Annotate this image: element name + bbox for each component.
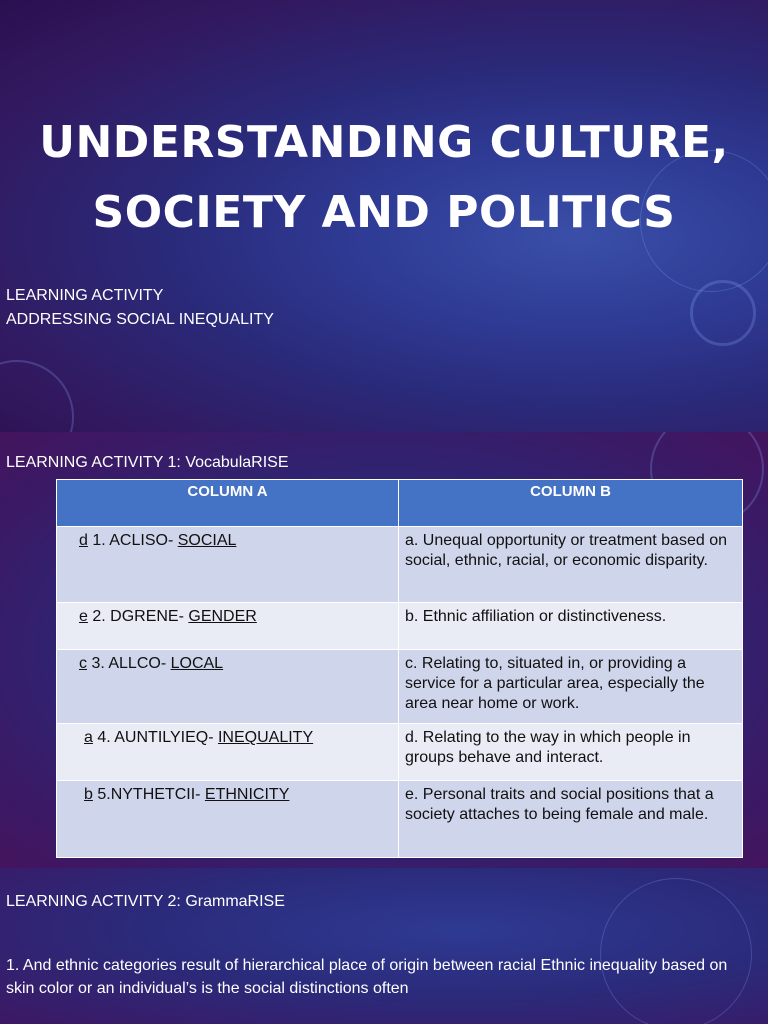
- answer-letter: d: [79, 532, 88, 549]
- title-line-2: SOCIETY AND POLITICS: [92, 187, 676, 238]
- activity-1-heading: LEARNING ACTIVITY 1: VocabulaRISE: [6, 454, 289, 471]
- title-line-1: UNDERSTANDING CULTURE,: [39, 117, 729, 168]
- decorative-circle: [690, 280, 756, 346]
- table-header-row: [57, 480, 743, 527]
- title-slide: [0, 0, 768, 432]
- vocabulary-slide: [0, 432, 768, 868]
- slide-subtitle: [6, 284, 274, 332]
- table-row: [57, 650, 743, 724]
- slide-title: [0, 108, 768, 248]
- subtitle-line-1: LEARNING ACTIVITY: [6, 287, 164, 304]
- answer-word: SOCIAL: [177, 532, 237, 549]
- answer-letter: e: [79, 608, 88, 625]
- decorative-circle: [600, 878, 752, 1024]
- column-b-header: COLUMN B: [399, 480, 743, 527]
- answer-word: GENDER: [188, 608, 257, 625]
- column-a-header: COLUMN A: [57, 480, 399, 527]
- scrambled-item: 2. DGRENE-: [87, 608, 189, 625]
- answer-word: LOCAL: [170, 655, 224, 672]
- answer-word: ETHNICITY: [204, 786, 290, 803]
- scrambled-sentence: 1. And ethnic categories result of hierarchical place of origin between racial Ethnic inequality based on skin color or an individual’s is the social distinctions often: [6, 957, 728, 997]
- answer-letter: b: [84, 786, 93, 803]
- column-a-cell: [57, 781, 399, 858]
- grammar-slide: [0, 868, 768, 1024]
- column-b-cell: c. Relating to, situated in, or providing a service for a particular area, especially the area near home or work.: [399, 650, 743, 724]
- scrambled-item: 5.NYTHETCII-: [92, 786, 205, 803]
- scrambled-item: 1. ACLISO-: [87, 532, 178, 549]
- activity-2-heading: LEARNING ACTIVITY 2: GrammaRISE: [6, 893, 285, 910]
- column-b-cell: d. Relating to the way in which people in groups behave and interact.: [399, 724, 743, 781]
- decorative-circle: [0, 360, 74, 432]
- answer-word: INEQUALITY: [217, 729, 314, 746]
- answer-letter: c: [79, 655, 87, 672]
- vocabulary-table: [56, 479, 743, 858]
- table-row: [57, 781, 743, 858]
- column-b-cell: a. Unequal opportunity or treatment based on social, ethnic, racial, or economic disparity.: [399, 527, 743, 603]
- scrambled-item: 3. ALLCO-: [87, 655, 171, 672]
- table-row: [57, 724, 743, 781]
- column-a-cell: [57, 724, 399, 781]
- column-a-cell: [57, 603, 399, 650]
- column-b-cell: b. Ethnic affiliation or distinctiveness.: [399, 603, 743, 650]
- column-a-cell: [57, 527, 399, 603]
- column-b-cell: e. Personal traits and social positions that a society attaches to being female and male.: [399, 781, 743, 858]
- subtitle-line-2: ADDRESSING SOCIAL INEQUALITY: [6, 311, 274, 328]
- table-row: [57, 527, 743, 603]
- answer-letter: a: [84, 729, 93, 746]
- table-row: [57, 603, 743, 650]
- scrambled-item: 4. AUNTILYIEQ-: [92, 729, 218, 746]
- column-a-cell: [57, 650, 399, 724]
